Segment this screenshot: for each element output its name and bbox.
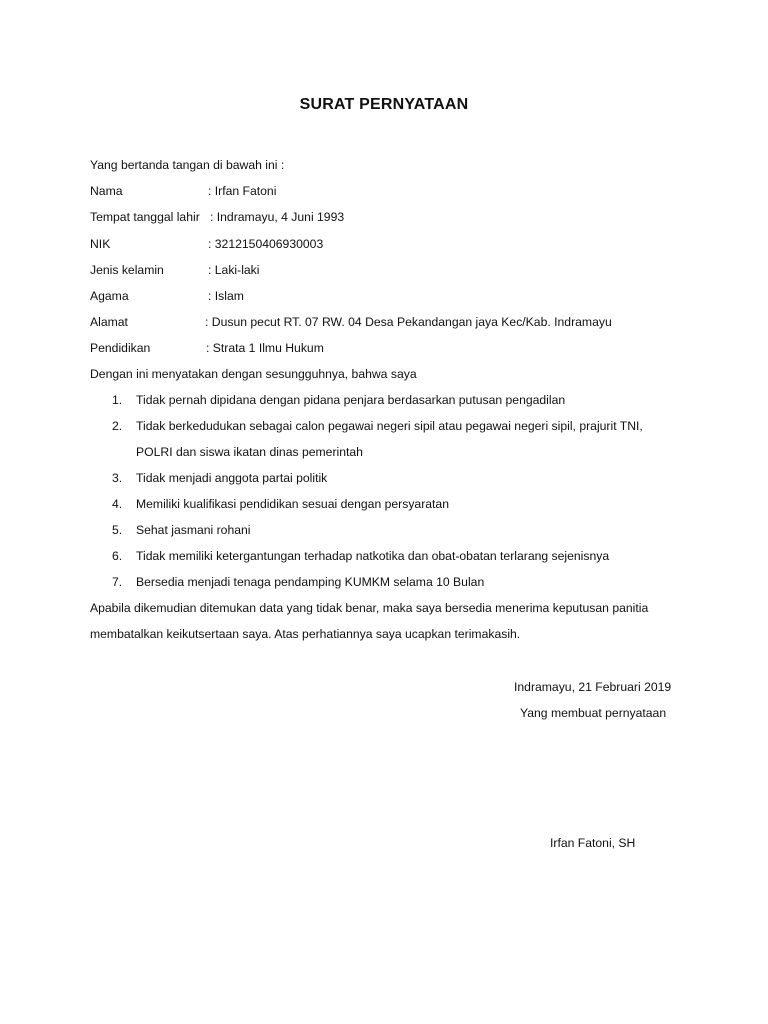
list-number: 5. (112, 523, 123, 537)
closing-paragraph-line-1: Apabila dikemudian ditemukan data yang tidak benar, maka saya bersedia menerima keputusan panitia (90, 601, 649, 615)
field-value: : Dusun pecut RT. 07 RW. 04 Desa Pekandangan jaya Kec/Kab. Indramayu (205, 315, 612, 329)
list-item (112, 548, 609, 564)
document-title: SURAT PERNYATAAN (299, 96, 469, 113)
list-number: 7. (112, 575, 123, 589)
field-label: NIK (90, 237, 111, 251)
list-text: Tidak menjadi anggota partai politik (136, 471, 328, 485)
list-item (112, 470, 327, 486)
field-tempat-tanggal-lahir (90, 209, 345, 225)
field-label: Agama (90, 289, 129, 303)
list-text: Tidak berkedudukan sebagai calon pegawai negeri sipil atau pegawai negeri sipil, prajurit TNI, (136, 419, 643, 433)
list-item (112, 392, 565, 408)
field-alamat (90, 314, 612, 330)
field-jenis-kelamin (90, 262, 260, 278)
signer-name: Irfan Fatoni, SH (550, 836, 636, 850)
list-number: 2. (112, 419, 123, 433)
field-label: Pendidikan (90, 341, 151, 355)
statement-text: Dengan ini menyatakan dengan sesungguhnya, bahwa saya (90, 367, 417, 381)
field-nama (90, 183, 277, 199)
field-label: Jenis kelamin (90, 263, 164, 277)
list-number: 4. (112, 497, 123, 511)
list-number: 6. (112, 549, 123, 563)
field-value: : Irfan Fatoni (208, 184, 277, 198)
list-text: Sehat jasmani rohani (136, 523, 251, 537)
list-number: 3. (112, 471, 123, 485)
field-value: : Indramayu, 4 Juni 1993 (210, 210, 345, 224)
list-item (112, 574, 484, 590)
field-value: : Islam (208, 289, 244, 303)
list-item (112, 418, 643, 434)
list-text: Bersedia menjadi tenaga pendamping KUMKM selama 10 Bulan (136, 575, 485, 589)
intro-text: Yang bertanda tangan di bawah ini : (90, 158, 285, 172)
field-label: Tempat tanggal lahir (90, 210, 200, 224)
list-item (112, 522, 251, 538)
field-value: : Strata 1 Ilmu Hukum (206, 341, 324, 355)
place-date: Indramayu, 21 Februari 2019 (514, 680, 672, 694)
field-nik (90, 236, 324, 252)
closing-paragraph-line-2: membatalkan keikutsertaan saya. Atas perhatiannya saya ucapkan terimakasih. (90, 627, 521, 641)
field-value: : Laki-laki (208, 263, 260, 277)
list-item (112, 496, 449, 512)
field-agama (90, 288, 244, 304)
field-pendidikan (90, 340, 324, 356)
list-item-continuation: POLRI dan siswa ikatan dinas pemerintah (136, 445, 363, 459)
field-value: : 3212150406930003 (208, 237, 324, 251)
signer-label: Yang membuat pernyataan (520, 706, 667, 720)
field-label: Nama (90, 184, 123, 198)
field-label: Alamat (90, 315, 128, 329)
list-text: Tidak memiliki ketergantungan terhadap natkotika dan obat-obatan terlarang sejenisnya (136, 549, 610, 563)
list-text: Memiliki kualifikasi pendidikan sesuai dengan persyaratan (136, 497, 449, 511)
list-text: Tidak pernah dipidana dengan pidana penjara berdasarkan putusan pengadilan (136, 393, 566, 407)
list-number: 1. (112, 393, 123, 407)
